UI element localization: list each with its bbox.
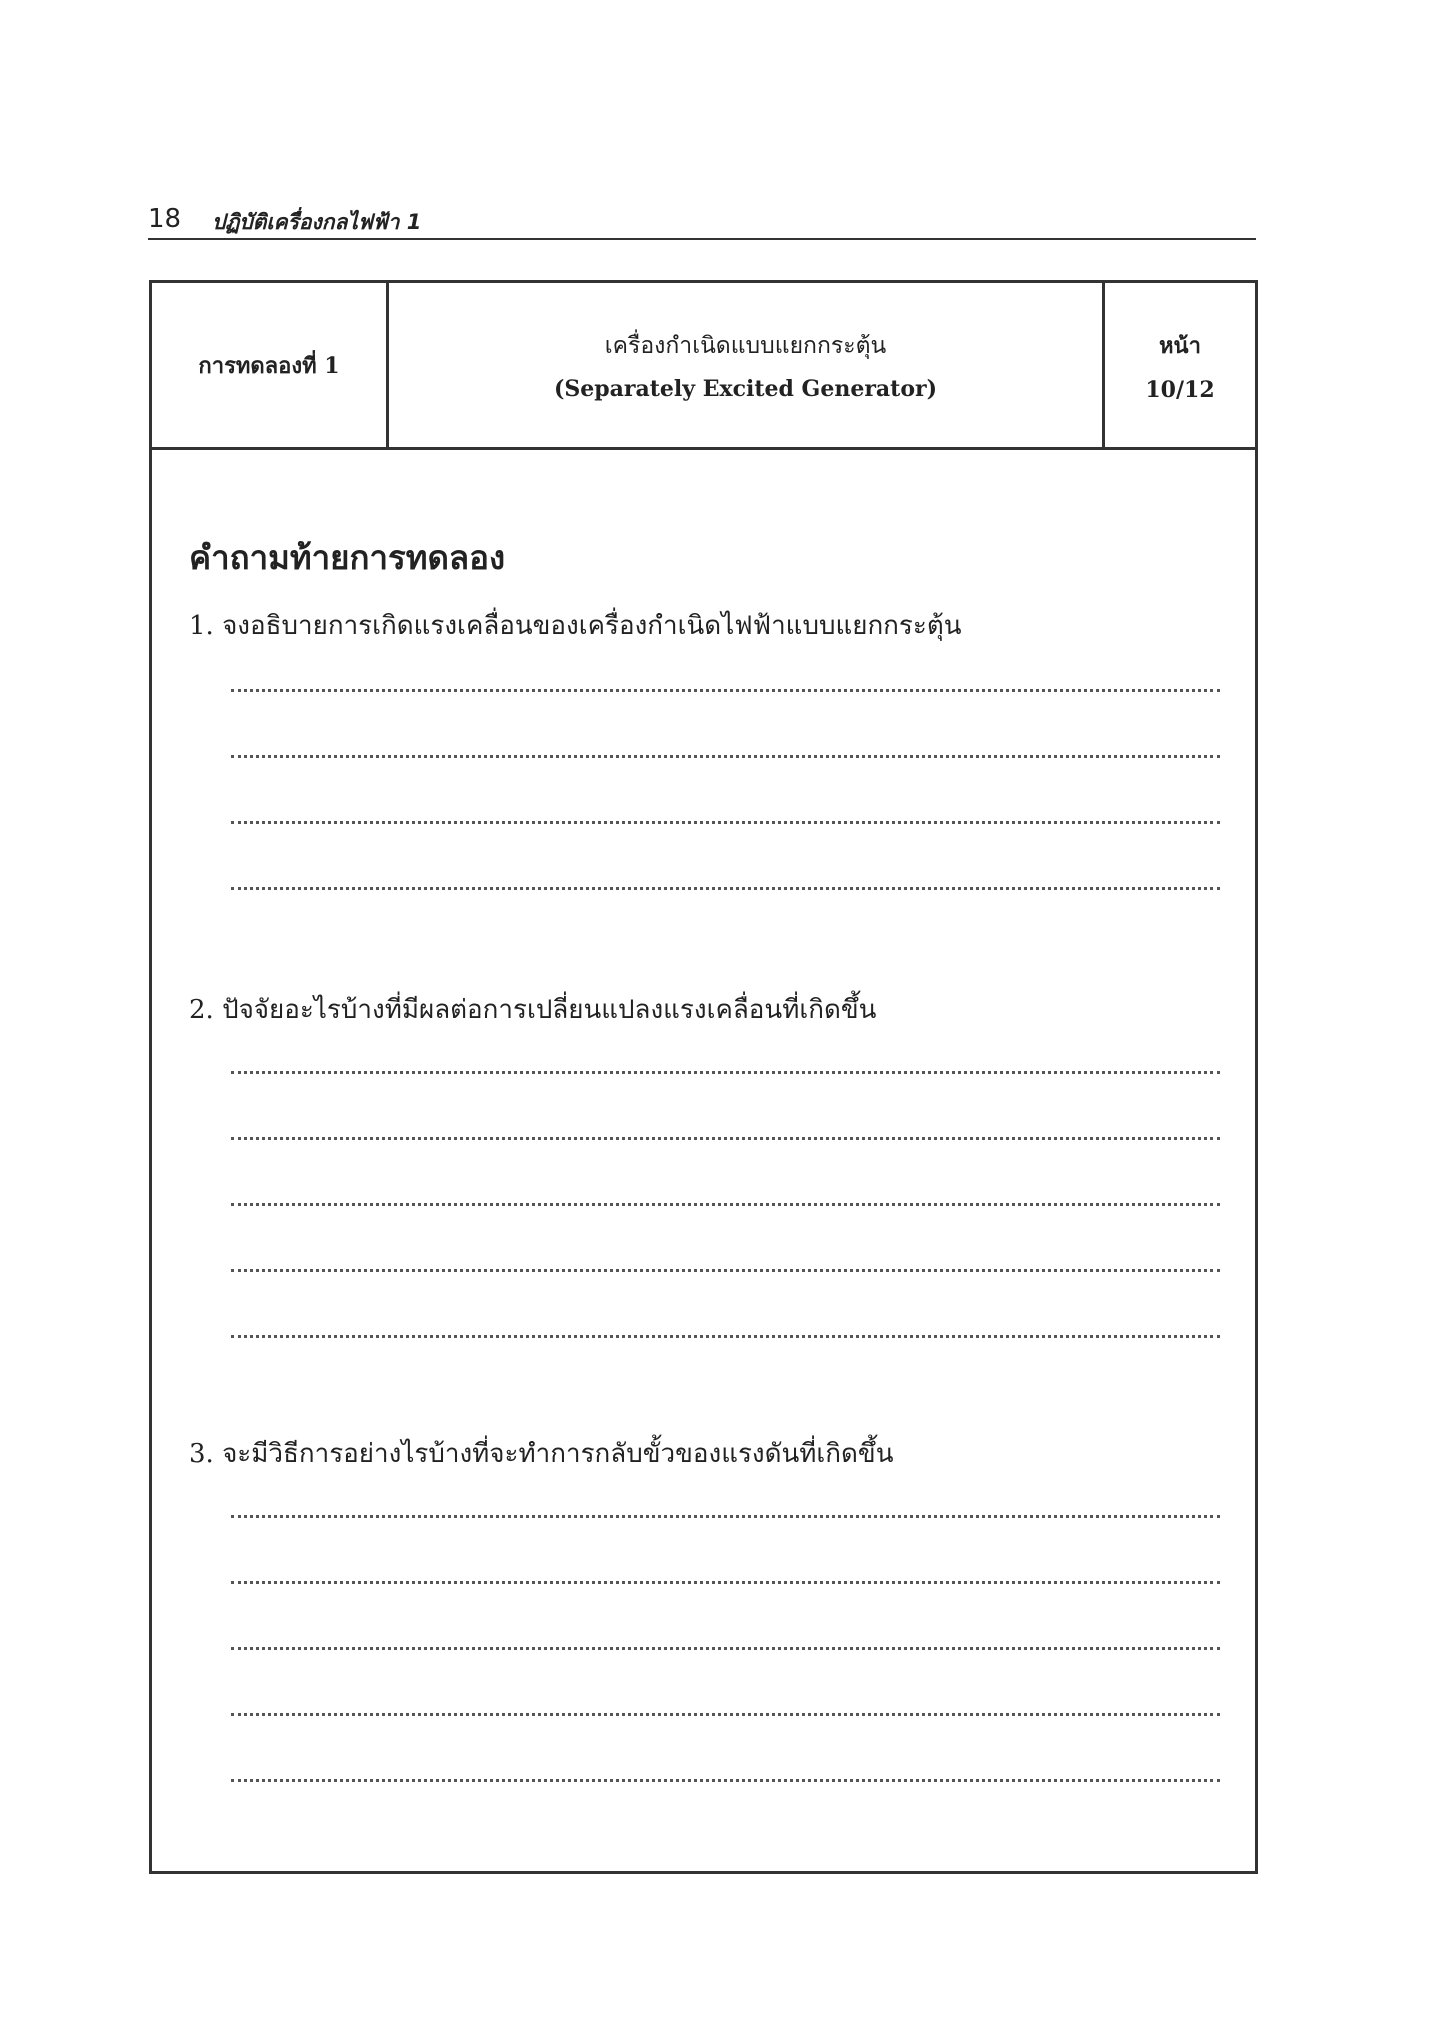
- page-number: 18: [148, 204, 182, 234]
- answer-line[interactable]: [231, 1203, 1220, 1206]
- question-1: 1. จงอธิบายการเกิดแรงเคลื่อนของเครื่องกำเนิดไฟฟ้าแบบแยกกระตุ้น: [189, 611, 962, 641]
- answer-line[interactable]: [231, 1713, 1220, 1716]
- answer-line[interactable]: [231, 1335, 1220, 1338]
- answer-line[interactable]: [231, 689, 1220, 692]
- answer-line[interactable]: [231, 1647, 1220, 1650]
- answer-line[interactable]: [231, 887, 1220, 890]
- info-table: [152, 283, 1255, 450]
- worksheet-frame: [149, 280, 1258, 1874]
- answer-line[interactable]: [231, 1137, 1220, 1140]
- answer-line[interactable]: [231, 1515, 1220, 1518]
- answer-line[interactable]: [231, 821, 1220, 824]
- question-2: 2. ปัจจัยอะไรบ้างที่มีผลต่อการเปลี่ยนแปลงแรงเคลื่อนที่เกิดขึ้น: [189, 995, 877, 1025]
- experiment-cell: [152, 283, 389, 447]
- answer-line[interactable]: [231, 755, 1220, 758]
- page-value: 10/12: [1145, 376, 1215, 403]
- title-thai: เครื่องกำเนิดแบบแยกกระตุ้น: [604, 333, 887, 359]
- page-label: หน้า: [1159, 332, 1201, 359]
- title-cell: [389, 283, 1105, 447]
- answer-line[interactable]: [231, 1269, 1220, 1272]
- title-english: (Separately Excited Generator): [553, 376, 938, 402]
- answer-line[interactable]: [231, 1779, 1220, 1782]
- page-header: [148, 198, 1256, 240]
- page-cell: [1105, 283, 1255, 447]
- answer-line[interactable]: [231, 1581, 1220, 1584]
- question-3: 3. จะมีวิธีการอย่างไรบ้างที่จะทำการกลับขั้วของแรงดันที่เกิดขึ้น: [189, 1439, 894, 1469]
- book-title: ปฏิบัติเครื่องกลไฟฟ้า 1: [212, 210, 422, 234]
- experiment-label: การทดลองที่ 1: [198, 352, 340, 379]
- answer-line[interactable]: [231, 1071, 1220, 1074]
- section-title: คำถามท้ายการทดลอง: [189, 538, 506, 577]
